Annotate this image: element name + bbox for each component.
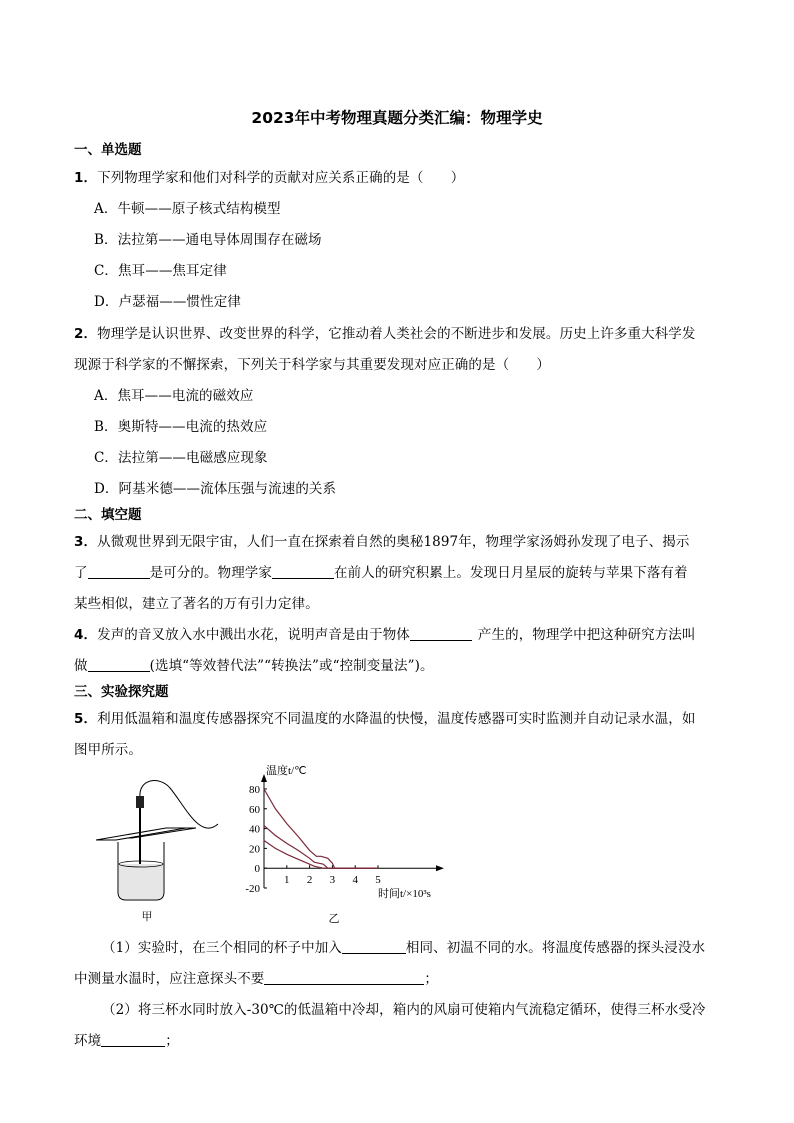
q5-sub2-line-2 bbox=[74, 1029, 179, 1049]
question-2-line-2: 现源于科学家的不懈探索，下列关于科学家与其重要发现对应正确的是（ ） bbox=[74, 357, 550, 373]
y-axis-label: 温度t/℃ bbox=[266, 765, 307, 777]
answer-blank[interactable] bbox=[264, 970, 424, 985]
text: ； bbox=[165, 1033, 179, 1049]
question-number: 1． bbox=[74, 170, 98, 186]
question-number: 4． bbox=[74, 627, 98, 643]
x-tick-label: 3 bbox=[329, 874, 336, 887]
q1-option-a: A．牛顿——原子核式结构模型 bbox=[94, 201, 281, 217]
text: 产生的，物理学中把这种研究方法叫 bbox=[477, 627, 696, 643]
question-text: 利用低温箱和温度传感器探究不同温度的水降温的快慢，温度传感器可实时监测并自动记录水温，如 bbox=[97, 711, 696, 727]
question-number: 5． bbox=[74, 711, 98, 727]
section-heading-fill-blank: 二、填空题 bbox=[74, 507, 142, 523]
question-text: 物理学是认识世界、改变世界的科学，它推动着人类社会的不断进步和发展。历史上许多重大科学发 bbox=[97, 326, 696, 342]
text: (选填“等效替代法”“转换法”或“控制变量法”)。 bbox=[149, 658, 434, 674]
figure-label-a: 甲 bbox=[141, 911, 153, 923]
section-heading-single-choice: 一、单选题 bbox=[74, 142, 142, 158]
q1-option-d: D．卢瑟福——惯性定律 bbox=[94, 294, 241, 310]
q2-option-b: B．奥斯特——电流的热效应 bbox=[94, 419, 268, 435]
answer-blank[interactable] bbox=[88, 564, 150, 579]
x-tick-label: 5 bbox=[375, 874, 381, 887]
question-3-line-3: 某些相似，建立了著名的万有引力定律。 bbox=[74, 596, 319, 612]
x-tick-label: 2 bbox=[306, 874, 313, 887]
question-3-line-1 bbox=[74, 530, 689, 550]
q1-option-c: C．焦耳——焦耳定律 bbox=[94, 263, 227, 279]
answer-blank[interactable] bbox=[410, 626, 472, 641]
question-number: 3． bbox=[74, 534, 98, 550]
question-stem: 下列物理学家和他们对科学的贡献对应关系正确的是（ ） bbox=[97, 170, 465, 186]
answer-blank[interactable] bbox=[88, 657, 150, 672]
question-text: 从微观世界到无限宇宙，人们一直在探索着自然的奥秘1897年，物理学家汤姆孙发现了电子、揭示 bbox=[97, 534, 690, 550]
text: 发声的音叉放入水中溅出水花，说明声音是由于物体 bbox=[97, 627, 410, 643]
y-tick-label: -20 bbox=[245, 883, 260, 895]
y-tick-label: 20 bbox=[249, 843, 260, 856]
x-tick-label: 1 bbox=[284, 874, 290, 887]
page-title: 2023年中考物理真题分类汇编：物理学史 bbox=[251, 109, 543, 127]
y-tick-label: 0 bbox=[254, 863, 260, 876]
q2-option-d: D．阿基米德——流体压强与流速的关系 bbox=[94, 481, 337, 497]
series-line-1 bbox=[264, 789, 378, 868]
text: 做 bbox=[74, 658, 88, 674]
question-1 bbox=[74, 166, 464, 186]
chart-series bbox=[264, 789, 378, 868]
text: 了 bbox=[74, 565, 88, 581]
text: ； bbox=[424, 971, 439, 987]
text: 相同、初温不同的水。将温度传感器的探头浸没水 bbox=[405, 940, 706, 956]
answer-blank[interactable] bbox=[101, 1032, 165, 1047]
question-3-line-2 bbox=[74, 561, 688, 581]
y-tick-label: 80 bbox=[249, 783, 260, 796]
series-line-2 bbox=[264, 826, 378, 869]
question-4-line-1 bbox=[74, 623, 696, 643]
question-4-line-2 bbox=[74, 654, 434, 674]
text: 是可分的。物理学家 bbox=[149, 565, 273, 581]
q5-sub1-line-1 bbox=[102, 936, 705, 956]
y-tick-label: 40 bbox=[249, 823, 260, 836]
q1-option-b: B．法拉第——通电导体周围存在磁场 bbox=[94, 232, 322, 248]
text: 环境 bbox=[74, 1033, 102, 1049]
sensor-head bbox=[136, 796, 144, 808]
text: 中测量水温时，应注意探头不要 bbox=[74, 971, 265, 987]
answer-blank[interactable] bbox=[272, 564, 334, 579]
text: （1）实验时，在三个相同的杯子中加入 bbox=[102, 940, 342, 956]
sensor-cable bbox=[140, 781, 218, 829]
q5-sub1-line-2 bbox=[74, 967, 438, 987]
y-tick-label: 60 bbox=[249, 803, 260, 816]
question-5-line-2: 图甲所示。 bbox=[74, 742, 142, 758]
q2-option-a: A．焦耳——电流的磁效应 bbox=[94, 388, 254, 404]
question-number: 2． bbox=[74, 326, 98, 342]
figure-apparatus bbox=[90, 768, 230, 928]
figure-label-b: 乙 bbox=[328, 913, 340, 925]
answer-blank[interactable] bbox=[342, 939, 406, 954]
q2-option-c: C．法拉第——电磁感应现象 bbox=[94, 450, 268, 466]
section-heading-experiment: 三、实验探究题 bbox=[74, 684, 169, 700]
figure-temperature-chart bbox=[228, 760, 458, 930]
q5-sub2-line-1: （2）将三杯水同时放入-30℃的低温箱中冷却，箱内的风扇可使箱内气流稳定循环，使得三杯水受冷 bbox=[102, 1002, 706, 1018]
x-tick-label: 4 bbox=[352, 874, 358, 887]
text: 在前人的研究积累上。发现日月星辰的旋转与苹果下落有着 bbox=[334, 565, 688, 581]
question-5-line-1 bbox=[74, 707, 696, 727]
water bbox=[119, 864, 163, 899]
x-axis-arrow bbox=[436, 865, 444, 871]
x-axis-label: 时间t/×10³s bbox=[378, 888, 431, 900]
question-2-line-1 bbox=[74, 322, 696, 342]
